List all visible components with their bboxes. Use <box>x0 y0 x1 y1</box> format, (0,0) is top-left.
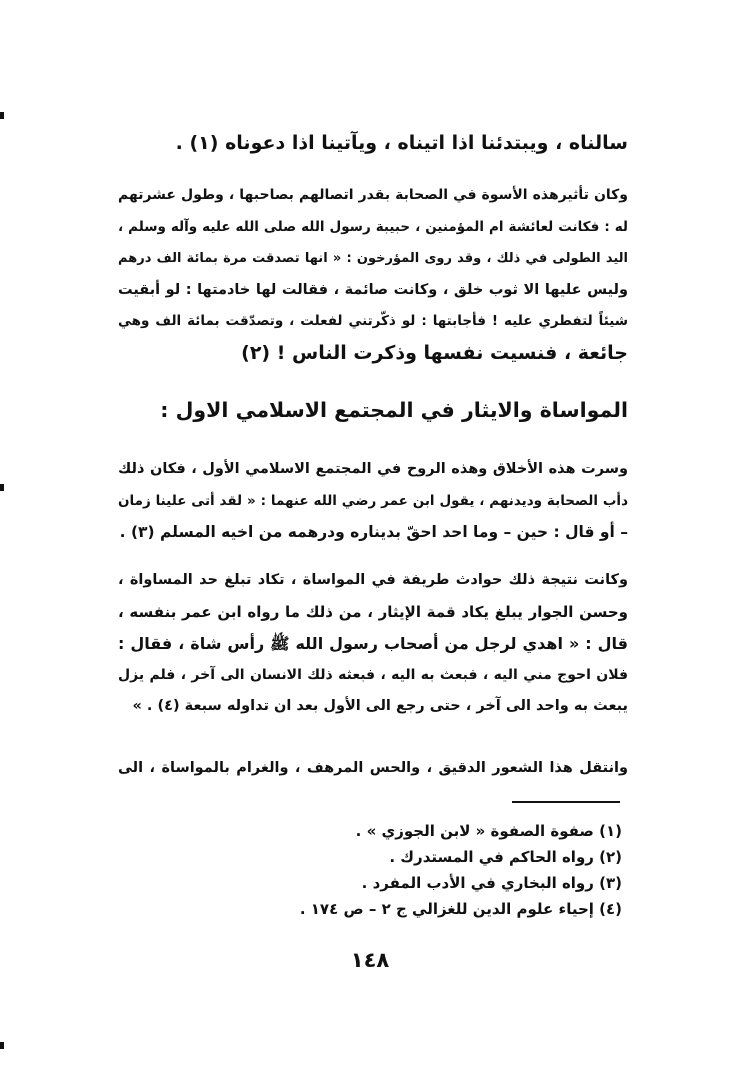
scan-edge-mark <box>0 1042 4 1049</box>
footnotes <box>202 818 622 922</box>
footnote-divider <box>512 801 620 803</box>
text-line: له : فكانت لعائشة ام المؤمنين ، حبيبة رسول الله صلى الله عليه وآله وسلم ، <box>118 218 628 235</box>
paragraph-aisha-charity <box>118 180 628 369</box>
text-line: فلان احوج مني اليه ، فبعث به اليه ، فبعثه ذلك الانسان الى آخر ، فلم يزل <box>118 666 628 683</box>
footnote-item: (٣) رواه البخاري في الأدب المفرد . <box>361 874 622 892</box>
footnote-item: (١) صفوة الصفوة « لابن الجوزي » . <box>355 822 622 840</box>
paragraph-continues <box>118 753 628 785</box>
text-line: – أو قال : حين – وما احد احقّ بديناره ودرهمه من اخيه المسلم (٣) . <box>119 523 628 541</box>
section-heading: المواساة والايثار في المجتمع الاسلامي الاول : <box>160 398 628 422</box>
text-line: وكان تأثيرهذه الأسوة في الصحابة بقدر اتصالهم بصاحبها ، وطول عشرتهم <box>118 187 628 203</box>
text-line: وليس عليها الا ثوب خلق ، وكانت صائمة ، فقالت لها خادمتها : لو أبقيت <box>118 281 628 298</box>
page-number: ١٤٨ <box>350 948 390 972</box>
text-line: يبعث به واحد الى آخر ، حتى رجع الى الأول بعد ان تداوله سبعة (٤) . » <box>132 698 628 714</box>
paragraph-continuation <box>118 128 628 160</box>
scan-edge-mark <box>0 112 4 119</box>
text-line: جائعة ، فنسيت نفسها وذكرت الناس ! (٢) <box>241 341 628 364</box>
text-line: اليد الطولى في ذلك ، وقد روى المؤرخون : « انها تصدقت مرة بمائة الف درهم <box>118 251 628 266</box>
scan-edge-mark <box>0 484 4 491</box>
text-line: شيئاً لتفطري عليه ! فأجابتها : لو ذكّرتني لفعلت ، وتصدّقت بمائة الف وهي <box>118 313 628 329</box>
footnote-item: (٢) رواه الحاكم في المستدرك . <box>389 848 622 866</box>
text-line: وكانت نتيجة ذلك حوادث طريفة في المواساة ، تكاد تبلغ حد المساواة ، <box>118 572 628 588</box>
footnote-item: (٤) إحياء علوم الدين للغزالي ج ٢ – ص ١٧٤ . <box>299 900 622 918</box>
text-line: دأب الصحابة وديدنهم ، يقول ابن عمر رضي الله عنهما : « لقد أتى علينا زمان <box>118 492 628 509</box>
paragraph-companions-custom <box>118 454 628 549</box>
text-line: وحسن الجوار يبلغ يكاد قمة الإيثار ، من ذلك ما رواه ابن عمر بنفسه ، <box>118 602 628 621</box>
paragraph-sheep-head-story <box>118 565 628 723</box>
text-line: وانتقل هذا الشعور الدقيق ، والحس المرهف ، والغرام بالمواساة ، الى <box>118 760 628 776</box>
text-line: وسرت هذه الأخلاق وهذه الروح في المجتمع الاسلامي الأول ، فكان ذلك <box>118 461 628 477</box>
text-line: سالناه ، ويبتدئنا اذا اتيناه ، ويآتينا اذا دعوناه (١) . <box>175 132 628 154</box>
text-line: قال : « اهدي لرجل من أصحاب رسول الله ﷺ رأس شاة ، فقال : <box>118 634 628 653</box>
